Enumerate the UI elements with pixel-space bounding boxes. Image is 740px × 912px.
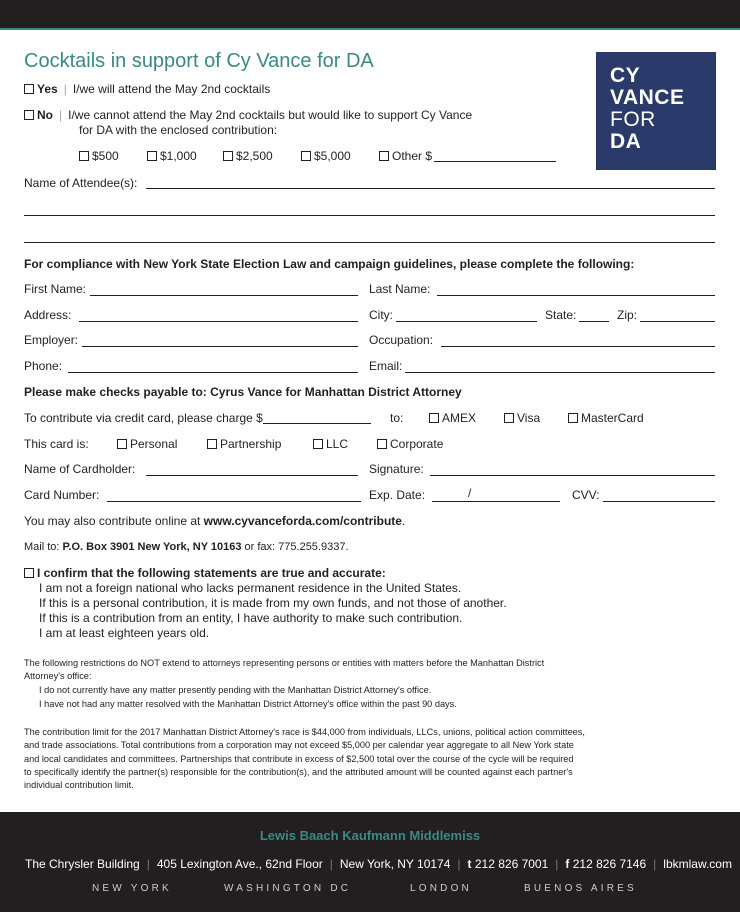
llc-option[interactable] bbox=[313, 437, 348, 451]
limits-line: individual contribution limit. bbox=[24, 780, 134, 790]
restriction-item: I have not had any matter resolved with the Manhattan District Attorney's office within the past 90 days. bbox=[39, 699, 457, 709]
footer-city-new-york: NEW YORK bbox=[92, 883, 172, 894]
amex-option[interactable] bbox=[429, 411, 476, 425]
last-name-label: Last Name: bbox=[369, 282, 431, 296]
occupation-label: Occupation: bbox=[369, 333, 434, 347]
card-number-label: Card Number: bbox=[24, 488, 100, 502]
email-field[interactable] bbox=[405, 372, 715, 373]
amount-1000-option[interactable] bbox=[147, 149, 197, 163]
last-name-field[interactable] bbox=[437, 295, 715, 296]
confirm-line: I am not a foreign national who lacks permanent residence in the United States. bbox=[39, 581, 462, 595]
zip-field[interactable] bbox=[640, 321, 715, 322]
amount-label: $2,500 bbox=[236, 149, 273, 163]
footer-web-link[interactable]: lbkmlaw.com bbox=[663, 857, 732, 871]
divider: | bbox=[653, 857, 657, 871]
city-label: City: bbox=[369, 308, 393, 322]
amount-5000-option[interactable] bbox=[301, 149, 351, 163]
online-row bbox=[24, 514, 405, 528]
confirm-checkbox[interactable] bbox=[24, 568, 34, 578]
email-label: Email: bbox=[369, 359, 403, 373]
limits-line: and local candidates and committees. Partnerships that contribute in excess of $2,500 total over the course of the cycle will be required bbox=[24, 754, 574, 764]
charge-amount-field[interactable] bbox=[263, 412, 371, 424]
card-type-checkbox[interactable] bbox=[117, 439, 127, 449]
card-type-checkbox[interactable] bbox=[377, 439, 387, 449]
cvv-label: CVV: bbox=[572, 488, 600, 502]
online-prefix: You may also contribute online at bbox=[24, 514, 204, 528]
card-is-label: This card is: bbox=[24, 437, 89, 451]
card-number-field[interactable] bbox=[107, 501, 361, 502]
form-sheet bbox=[0, 30, 740, 812]
amount-checkbox[interactable] bbox=[301, 151, 311, 161]
footer-tel-label: t bbox=[467, 857, 472, 871]
signature-label: Signature: bbox=[369, 462, 424, 476]
no-checkbox[interactable] bbox=[24, 110, 34, 120]
to-label: to: bbox=[390, 411, 404, 425]
footer-tel: 212 826 7001 bbox=[474, 857, 549, 871]
cy-vance-logo bbox=[596, 52, 716, 170]
cardholder-field[interactable] bbox=[146, 475, 358, 476]
online-suffix: . bbox=[401, 514, 406, 528]
occupation-field[interactable] bbox=[441, 346, 715, 347]
state-label: State: bbox=[545, 308, 577, 322]
footer-city: New York, NY 10174 bbox=[339, 857, 451, 871]
address-label: Address: bbox=[24, 308, 72, 322]
card-checkbox[interactable] bbox=[568, 413, 578, 423]
exp-date-field[interactable] bbox=[432, 501, 560, 502]
limits-line: and trade associations. Total contributions from a corporation may not exceed $5,000 per calendar year aggregate to all New York state bbox=[24, 740, 574, 750]
mail-row bbox=[24, 541, 349, 553]
confirm-row bbox=[24, 566, 386, 580]
checks-payable: Please make checks payable to: Cyrus Vance for Manhattan District Attorney bbox=[24, 385, 462, 399]
top-bar bbox=[0, 0, 740, 28]
amount-other-option[interactable] bbox=[379, 149, 556, 163]
restriction-item: I do not currently have any matter presently pending with the Manhattan District Attorney's office. bbox=[39, 685, 432, 695]
card-type-label: LLC bbox=[326, 437, 349, 451]
footer-fax: 212 826 7146 bbox=[572, 857, 647, 871]
partnership-option[interactable] bbox=[207, 437, 281, 451]
corporate-option[interactable] bbox=[377, 437, 443, 451]
mastercard-option[interactable] bbox=[568, 411, 644, 425]
first-name-label: First Name: bbox=[24, 282, 87, 296]
card-type-checkbox[interactable] bbox=[313, 439, 323, 449]
logo-line-2: VANCE bbox=[610, 86, 685, 109]
no-text-2: for DA with the enclosed contribution: bbox=[79, 123, 278, 137]
charge-label: To contribute via credit card, please charge $ bbox=[24, 411, 263, 425]
divider: | bbox=[329, 857, 333, 871]
employer-label: Employer: bbox=[24, 333, 79, 347]
amount-checkbox[interactable] bbox=[147, 151, 157, 161]
card-type-label: Corporate bbox=[390, 437, 444, 451]
exp-date-label: Exp. Date: bbox=[369, 488, 426, 502]
address-field[interactable] bbox=[79, 321, 358, 322]
employer-field[interactable] bbox=[82, 346, 358, 347]
card-label: MasterCard bbox=[581, 411, 644, 425]
restrictions-line-1: The following restrictions do NOT extend to attorneys representing persons or entities with matters before the Manhattan District bbox=[24, 658, 545, 668]
footer-building: The Chrysler Building bbox=[25, 857, 140, 871]
yes-text: I/we will attend the May 2nd cocktails bbox=[72, 82, 271, 96]
mail-suffix: or fax: 775.255.9337. bbox=[241, 541, 349, 553]
amount-checkbox[interactable] bbox=[223, 151, 233, 161]
first-name-field[interactable] bbox=[90, 295, 358, 296]
amount-label: $5,000 bbox=[314, 149, 351, 163]
signature-field[interactable] bbox=[430, 475, 715, 476]
footer-city-washington: WASHINGTON DC bbox=[224, 883, 352, 894]
footer-address bbox=[25, 857, 732, 871]
amount-label: $1,000 bbox=[160, 149, 197, 163]
rsvp-no-row bbox=[24, 108, 472, 122]
card-type-checkbox[interactable] bbox=[207, 439, 217, 449]
phone-field[interactable] bbox=[68, 372, 358, 373]
footer-city-buenos-aires: BUENOS AIRES bbox=[524, 883, 637, 894]
card-type-label: Personal bbox=[130, 437, 178, 451]
online-url-link[interactable]: www.cyvanceforda.com/contribute bbox=[203, 514, 402, 528]
attendees-label: Name of Attendee(s): bbox=[24, 176, 138, 190]
card-label: Visa bbox=[517, 411, 541, 425]
footer-street: 405 Lexington Ave., 62nd Floor bbox=[156, 857, 323, 871]
confirm-line: If this is a personal contribution, it is made from my own funds, and not those of another. bbox=[39, 596, 507, 610]
city-field[interactable] bbox=[396, 321, 537, 322]
confirm-line: I am at least eighteen years old. bbox=[39, 626, 210, 640]
logo-line-4: DA bbox=[610, 130, 642, 153]
other-amount-field[interactable] bbox=[434, 150, 556, 162]
phone-label: Phone: bbox=[24, 359, 63, 373]
restrictions-line-2: Attorney's office: bbox=[24, 671, 92, 681]
card-checkbox[interactable] bbox=[429, 413, 439, 423]
divider: | bbox=[457, 857, 461, 871]
rsvp-yes-row bbox=[24, 82, 270, 96]
footer-city-london: LONDON bbox=[410, 883, 472, 894]
card-checkbox[interactable] bbox=[504, 413, 514, 423]
attendees-field-3[interactable] bbox=[24, 242, 715, 243]
amount-label: Other $ bbox=[392, 149, 433, 163]
zip-label: Zip: bbox=[617, 308, 638, 322]
limits-line: The contribution limit for the 2017 Manhattan District Attorney's race is $44,000 from individuals, LLCs, unions, political action committees, bbox=[24, 727, 585, 737]
no-text-1: I/we cannot attend the May 2nd cocktails but would like to support Cy Vance bbox=[68, 108, 473, 122]
mail-prefix: Mail to: bbox=[24, 541, 63, 553]
yes-checkbox[interactable] bbox=[24, 84, 34, 94]
amount-label: $500 bbox=[92, 149, 119, 163]
amount-checkbox[interactable] bbox=[379, 151, 389, 161]
divider: | bbox=[555, 857, 559, 871]
divider: | bbox=[63, 82, 67, 96]
amount-checkbox[interactable] bbox=[79, 151, 89, 161]
cvv-field[interactable] bbox=[603, 501, 715, 502]
attendees-field-2[interactable] bbox=[24, 215, 715, 216]
limits-line: to specifically identify the partner(s) responsible for the contribution(s), and the attributed amount will be counted against each partner's bbox=[24, 767, 573, 777]
divider: | bbox=[146, 857, 150, 871]
confirm-heading: I confirm that the following statements are true and accurate: bbox=[37, 566, 386, 580]
state-field[interactable] bbox=[579, 321, 609, 322]
visa-option[interactable] bbox=[504, 411, 540, 425]
cardholder-label: Name of Cardholder: bbox=[24, 462, 136, 476]
divider: | bbox=[59, 108, 63, 122]
form-title: Cocktails in support of Cy Vance for DA bbox=[24, 50, 374, 72]
amount-500-option[interactable] bbox=[79, 149, 119, 163]
card-label: AMEX bbox=[442, 411, 477, 425]
card-type-label: Partnership bbox=[220, 437, 282, 451]
footer-fax-label: f bbox=[565, 857, 570, 871]
yes-label: Yes bbox=[37, 82, 58, 96]
mail-address: P.O. Box 3901 New York, NY 10163 bbox=[62, 541, 242, 553]
compliance-heading: For compliance with New York State Election Law and campaign guidelines, please complete the following: bbox=[24, 257, 635, 271]
amount-2500-option[interactable] bbox=[223, 149, 273, 163]
exp-date-slash: / bbox=[468, 486, 472, 500]
logo-line-1: CY bbox=[610, 64, 641, 87]
no-label: No bbox=[37, 108, 53, 122]
footer bbox=[0, 812, 740, 912]
attendees-field-1[interactable] bbox=[146, 188, 715, 189]
personal-option[interactable] bbox=[117, 437, 177, 451]
confirm-line: If this is a contribution from an entity, I have authority to make such contribution. bbox=[39, 611, 463, 625]
firm-name: Lewis Baach Kaufmann Middlemiss bbox=[259, 828, 481, 843]
logo-line-3: FOR bbox=[610, 108, 656, 131]
credit-charge-row bbox=[24, 411, 371, 425]
